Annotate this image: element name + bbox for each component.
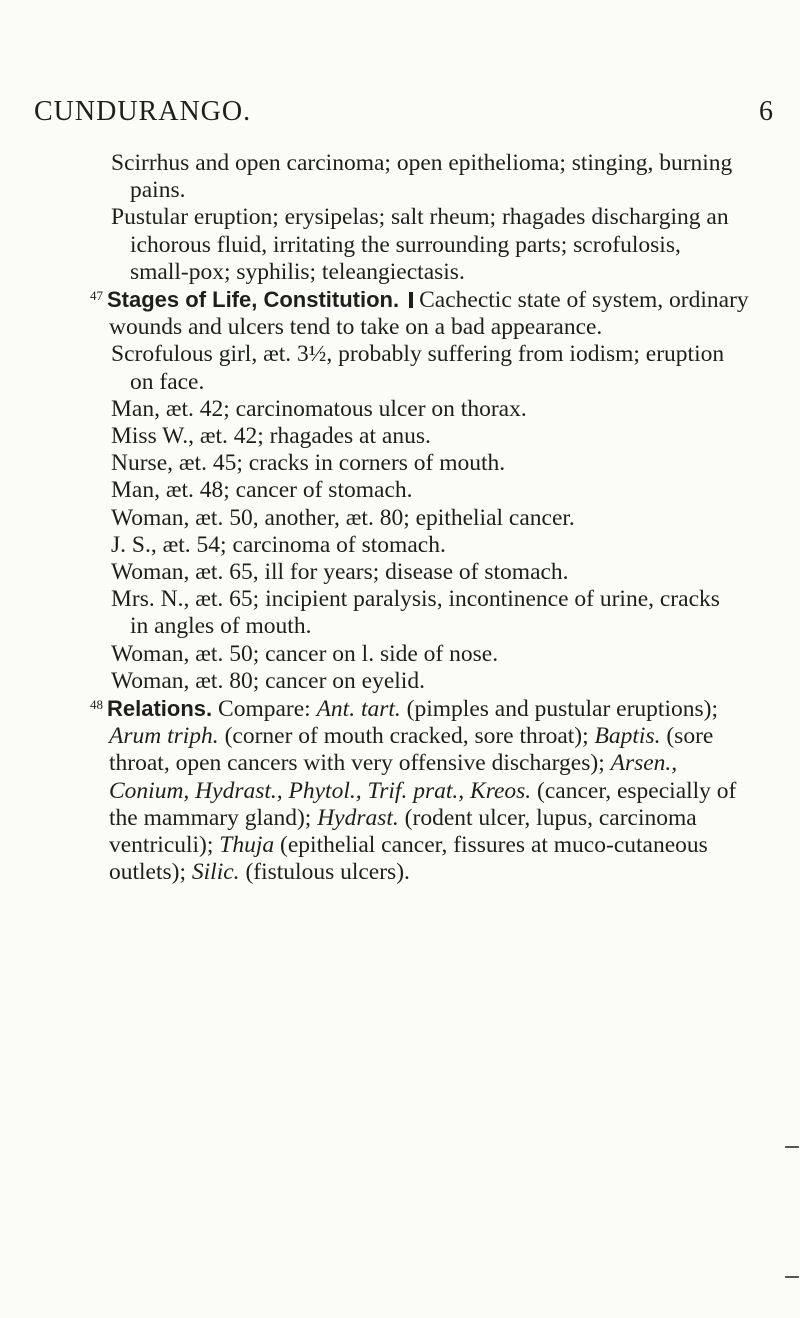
remedy-name: Ant. tart. <box>316 696 401 723</box>
case-entry: Nurse, æt. 45; cracks in corners of mouth. <box>111 450 506 477</box>
case-entry: Woman, æt. 50; cancer on l. side of nose. <box>111 640 499 667</box>
remedy-name: Thuja <box>219 832 275 859</box>
remedy-note: (cancer, especially of the mammary gland); <box>109 777 737 831</box>
remedy-name: Baptis. <box>594 723 661 750</box>
remedy-name: Hydrast. <box>317 804 399 831</box>
symptom-paragraph: Pustular eruption; erysipelas; salt rheum; rhagades discharging an ichorous fluid, irritating the surrounding parts; scrofulosis, small-pox; syphilis; teleangiectasis. <box>111 204 729 285</box>
case-entry: Woman, æt. 65, ill for years; disease of stomach. <box>111 559 569 586</box>
page-number: 6 <box>759 96 774 127</box>
remedy-note: (pimples and pustular eruptions); <box>400 696 718 723</box>
section-heading: Stages of Life, Constitution. <box>107 287 400 313</box>
compare-label: Compare: <box>218 696 311 723</box>
section-number: 48 <box>90 697 103 713</box>
section-heading: Relations. <box>107 696 213 722</box>
remedy-note: (fistulous ulcers). <box>239 859 410 886</box>
margin-mark <box>785 1146 799 1148</box>
case-entry: Woman, æt. 80; cancer on eyelid. <box>111 667 425 694</box>
case-entry: Woman, æt. 50, another, æt. 80; epithelial cancer. <box>111 504 575 531</box>
case-entry: Man, æt. 48; cancer of stomach. <box>111 477 413 504</box>
remedy-note: (rodent ulcer, lupus, carcinoma ventriculi); <box>109 804 697 859</box>
page-body <box>0 150 800 886</box>
remedy-note: (sore throat, open cancers with very offensive discharges); <box>109 723 714 777</box>
bullet-mark <box>409 292 413 308</box>
remedy-name: Silic. <box>191 859 240 886</box>
stages-section <box>90 286 749 341</box>
case-entry: Man, æt. 42; carcinomatous ulcer on thorax. <box>111 395 527 422</box>
remedy-name: Arsen., Conium, Hydrast., Phytol., Trif. prat., Kreos. <box>109 750 678 804</box>
remedy-note: (epithelial cancer, fissures at muco-cutaneous outlets); <box>109 832 708 886</box>
case-entry: Mrs. N., æt. 65; incipient paralysis, incontinence of urine, cracks in angles of mouth. <box>111 586 720 640</box>
remedy-note: (corner of mouth cracked, sore throat); <box>218 723 595 750</box>
remedy-name: Arum triph. <box>109 723 219 750</box>
section-intro: Cachectic state of system, ordinary wounds and ulcers tend to take on a bad appearance. <box>109 287 749 341</box>
symptom-paragraph: Scirrhus and open carcinoma; open epithelioma; stinging, burning pains. <box>111 150 733 204</box>
case-entry: Miss W., æt. 42; rhagades at anus. <box>111 423 431 450</box>
section-number: 47 <box>90 288 103 304</box>
case-entry: J. S., æt. 54; carcinoma of stomach. <box>111 531 446 558</box>
margin-mark <box>785 1276 799 1278</box>
case-entry: Scrofulous girl, æt. 3½, probably suffering from iodism; eruption on face. <box>111 341 725 395</box>
relations-section <box>90 695 749 886</box>
running-head: CUNDURANGO. <box>34 96 252 127</box>
